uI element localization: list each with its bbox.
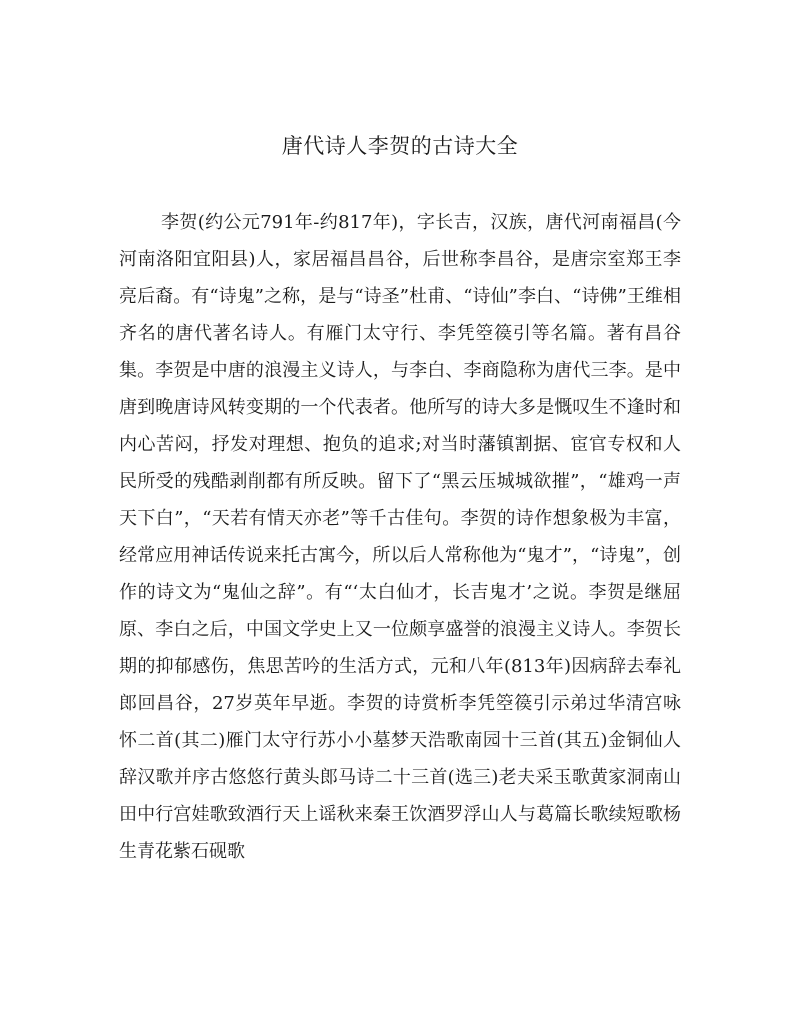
body-paragraph: 李贺(约公元791年-约817年)，字长吉，汉族，唐代河南福昌(今河南洛阳宜阳县)人，家居福昌昌谷，后世称李昌谷，是唐宗室郑王李亮后裔。有“诗鬼”之称，是与“诗圣”杜甫、“诗仙”李白、“诗佛”王维相齐名的唐代著名诗人。有雁门太守行、李凭箜篌引等名篇。著有昌谷集。李贺是中唐的浪漫主义诗人，与李白、李商隐称为唐代三李。是中唐到晚唐诗风转变期的一个代表者。他所写的诗大多是慨叹生不逢时和内心苦闷，抒发对理想、抱负的追求;对当时藩镇割据、宦官专权和人民所受的残酷剥削都有所反映。留下了“黑云压城城欲摧”，“雄鸡一声天下白”，“天若有情天亦老”等千古佳句。李贺的诗作想象极为丰富，经常应用神话传说来托古寓今，所以后人常称他为“鬼才”，“诗鬼”，创作的诗文为“鬼仙之辞”。有“‘太白仙才，长吉鬼才’之说。李贺是继屈原、李白之后，中国文学史上又一位颇享盛誉的浪漫主义诗人。李贺长期的抑郁感伤，焦思苦吟的生活方式，元和八年(813年)因病辞去奉礼郎回昌谷，27岁英年早逝。李贺的诗赏析李凭箜篌引示弟过华清宫咏怀二首(其二)雁门太守行苏小小墓梦天浩歌南园十三首(其五)金铜仙人辞汉歌并序古悠悠行黄头郎马诗二十三首(选三)老夫采玉歌黄家洞南山田中行宫娃歌致酒行天上谣秋来秦王饮酒罗浮山人与葛篇长歌续短歌杨生青花紫石砚歌 xyxy=(119,212,681,862)
document-title: 唐代诗人李贺的古诗大全 xyxy=(281,134,519,158)
